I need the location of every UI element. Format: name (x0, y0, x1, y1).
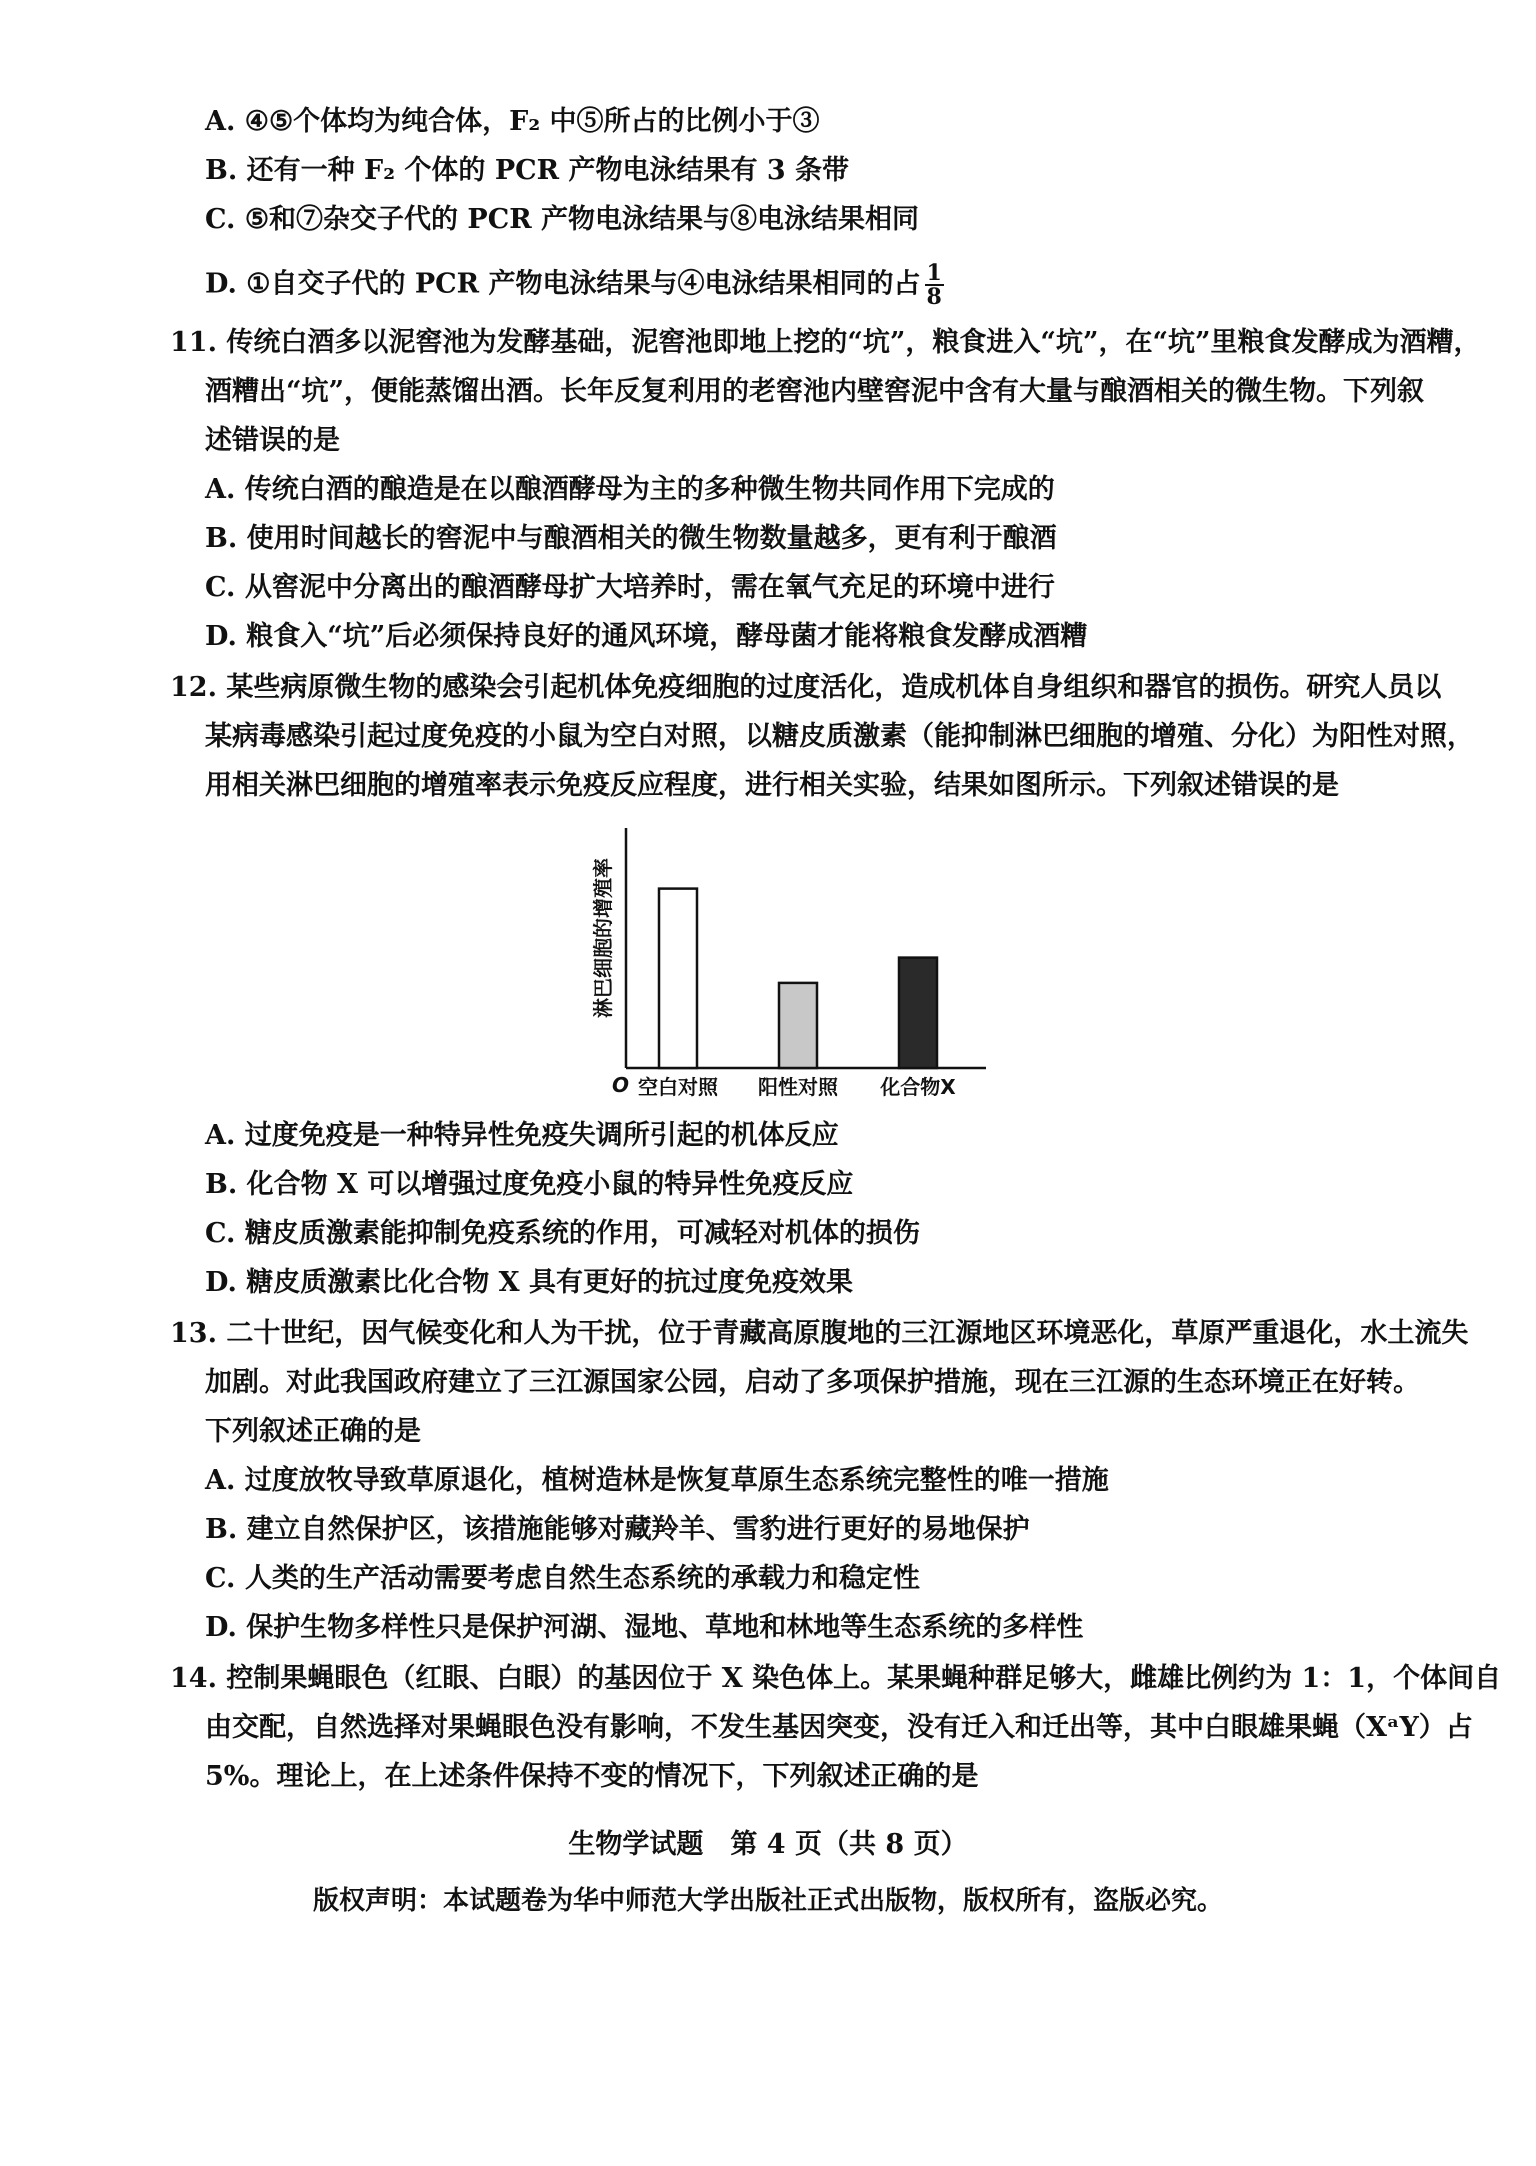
q10-option-b: B. 还有一种 F₂ 个体的 PCR 产物电泳结果有 3 条带 (205, 155, 850, 186)
q12-option-c: C. 糖皮质激素能抑制免疫系统的作用，可减轻对机体的损伤 (205, 1218, 920, 1249)
q11-stem-line-2: 酒糟出“坑”，便能蒸馏出酒。长年反复利用的老窖池内壁窖泥中含有大量与酿酒相关的微生物。下列叙 (205, 376, 1425, 407)
fraction-denominator: 8 (926, 284, 942, 310)
q14-stem-line-1: 14. 控制果蝇眼色（红眼、白眼）的基因位于 X 染色体上。某果蝇种群足够大，雌雄比例约为 1：1，个体间自 (170, 1663, 1502, 1694)
bar-3 (899, 958, 937, 1068)
bar-1 (659, 889, 697, 1068)
q13-stem-line-1: 13. 二十世纪，因气候变化和人为干扰，位于青藏高原腹地的三江源地区环境恶化，草原严重退化，水土流失 (170, 1318, 1469, 1349)
q13-option-c: C. 人类的生产活动需要考虑自然生态系统的承载力和稳定性 (205, 1563, 920, 1594)
q13-stem-line-2: 加剧。对此我国政府建立了三江源国家公园，启动了多项保护措施，现在三江源的生态环境正在好转。 (205, 1367, 1420, 1398)
q14-stem-line-2: 由交配，自然选择对果蝇眼色没有影响，不发生基因突变，没有迁入和迁出等，其中白眼雄果蝇（XᵃY）占 (205, 1712, 1473, 1743)
fraction-numerator: 1 (926, 260, 942, 286)
q10-option-d-text: D. ①自交子代的 PCR 产物电泳结果与④电泳结果相同的占 (205, 268, 921, 300)
bar-2 (779, 983, 817, 1068)
q12-option-d: D. 糖皮质激素比化合物 X 具有更好的抗过度免疫效果 (205, 1267, 853, 1298)
copyright-notice: 版权声明：本试题卷为华中师范大学出版社正式出版物，版权所有，盗版必究。 (312, 1886, 1223, 1916)
q13-stem-line-3: 下列叙述正确的是 (205, 1416, 421, 1447)
q12-stem-line-3: 用相关淋巴细胞的增殖率表示免疫反应程度，进行相关实验，结果如图所示。下列叙述错误的是 (205, 770, 1339, 801)
y-axis-label: 淋巴细胞的增殖率 (591, 858, 615, 1018)
q10-option-c: C. ⑤和⑦杂交子代的 PCR 产物电泳结果与⑧电泳结果相同 (205, 204, 920, 235)
lymphocyte-proliferation-chart (580, 818, 1000, 1108)
q12-stem-line-1: 12. 某些病原微生物的感染会引起机体免疫细胞的过度活化，造成机体自身组织和器官的损伤。研究人员以 (170, 672, 1442, 703)
bar-chart-svg (580, 818, 1000, 1108)
q11-option-c: C. 从窖泥中分离出的酿酒酵母扩大培养时，需在氧气充足的环境中进行 (205, 572, 1055, 603)
q14-stem-line-3: 5%。理论上，在上述条件保持不变的情况下，下列叙述正确的是 (205, 1761, 979, 1792)
fraction-one-eighth (925, 262, 944, 308)
q12-option-a: A. 过度免疫是一种特异性免疫失调所引起的机体反应 (205, 1120, 839, 1151)
q11-stem-line-1: 11. 传统白酒多以泥窖池为发酵基础，泥窖池即地上挖的“坑”，粮食进入“坑”，在“坑”里粮食发酵成为酒糟， (170, 327, 1481, 358)
x-tick-label-3: 化合物X (880, 1075, 956, 1099)
x-tick-label-2: 阳性对照 (758, 1075, 838, 1099)
q13-option-d: D. 保护生物多样性只是保护河湖、湿地、草地和林地等生态系统的多样性 (205, 1612, 1084, 1643)
x-tick-label-1: 空白对照 (638, 1075, 718, 1099)
page-footer-title: 生物学试题 第 4 页（共 8 页） (568, 1829, 968, 1860)
q11-stem-line-3: 述错误的是 (205, 425, 340, 456)
q10-option-a: A. ④⑤个体均为纯合体，F₂ 中⑤所占的比例小于③ (205, 106, 820, 137)
q10-option-d (205, 262, 944, 308)
q12-stem-line-2: 某病毒感染引起过度免疫的小鼠为空白对照，以糖皮质激素（能抑制淋巴细胞的增殖、分化）为阳性对照， (205, 721, 1474, 752)
q11-option-d: D. 粮食入“坑”后必须保持良好的通风环境，酵母菌才能将粮食发酵成酒糟 (205, 621, 1088, 652)
origin-label: O (612, 1073, 630, 1097)
q11-option-b: B. 使用时间越长的窖泥中与酿酒相关的微生物数量越多，更有利于酿酒 (205, 523, 1057, 554)
q13-option-b: B. 建立自然保护区，该措施能够对藏羚羊、雪豹进行更好的易地保护 (205, 1514, 1030, 1545)
q13-option-a: A. 过度放牧导致草原退化，植树造林是恢复草原生态系统完整性的唯一措施 (205, 1465, 1109, 1496)
q11-option-a: A. 传统白酒的酿造是在以酿酒酵母为主的多种微生物共同作用下完成的 (205, 474, 1055, 505)
q12-option-b: B. 化合物 X 可以增强过度免疫小鼠的特异性免疫反应 (205, 1169, 854, 1200)
